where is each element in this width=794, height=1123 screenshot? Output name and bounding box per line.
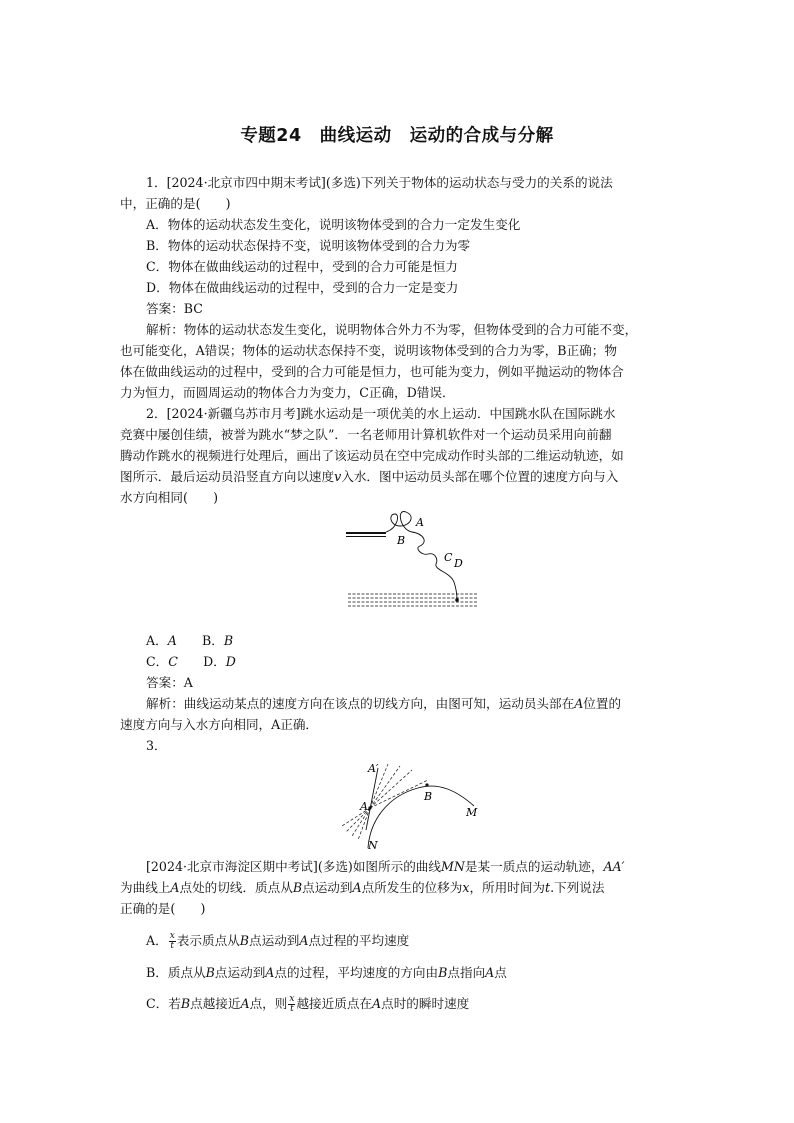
q3-option-b-part1: 点的过程，平均速度的方向由 [274,965,439,980]
q3-stem2-t: t [545,880,551,895]
q3-option-a-b: B [239,933,250,948]
page-title: 专题24 曲线运动 运动的合成与分解 [240,126,554,146]
q3-option-b-part3: 点 [494,965,507,980]
q3-stem2-a1: A [170,880,180,895]
fraction-denominator: t [170,941,175,951]
fraction-x-over-t-2 [288,995,295,1014]
q1-option-b: B．物体的运动状态保持不变，说明该物体受到的合力为零 [146,238,471,253]
q3-option-c-mid1: 点越接近 [190,996,241,1011]
q1-stem-line2: 中，正确的是( ) [120,196,231,211]
figure-label-a: A [416,516,424,529]
q2-analysis-a: A [574,696,584,711]
q2-option-c-label: C． [146,654,169,669]
q3-stem2-b1: B [292,880,303,895]
q2-stem-line2: 竞赛中屡创佳绩，被誉为跳水“梦之队”．一名老师用计算机软件对一个运动员采用向前翻 [120,427,612,442]
tangent-curve-figure [338,760,488,850]
point-b [425,783,428,786]
q3-stem2-part5: ，所用时间为 [469,880,545,895]
q2-options-ab [146,630,676,651]
q3-option-b-a1: A [265,965,275,980]
q3-stem2-part1: 为曲线上 [120,880,171,895]
q3-option-b-mid: 点运动到 [214,965,266,980]
q1-analysis-line1: 解析：物体的运动状态发生变化，说明物体合外力不为零，但物体受到的合力可能不变， [146,322,638,337]
q1-answer: 答案：BC [146,301,203,316]
q2-answer: 答案：A [146,675,193,690]
q1-analysis-line3: 体在做曲线运动的过程中，受到的合力可能是恒力，也可能为变力，例如平抛运动的物体合 [120,364,624,379]
q3-stem2-x: x [462,880,470,895]
figure-label-a-prime: A′ [368,762,379,775]
q2-option-b-value: B [223,633,234,648]
q1-option-a: A．物体的运动状态发生变化，说明该物体受到的合力一定发生变化 [146,217,521,232]
q2-stem-line3: 腾动作跳水的视频进行处理后，画出了该运动员在空中完成动作时头部的二维运动轨迹，如 [120,448,624,463]
q3-option-a-part2: 点运动到 [249,933,300,948]
q2-stem-line4 [120,466,650,487]
figure-label-c: C [444,551,453,564]
figure-label-m: M [466,806,478,819]
q1-option-c: C．物体在做曲线运动的过程中，受到的合力可能是恒力 [146,259,458,274]
q3-stem-line1 [146,856,676,877]
q1-analysis-line4: 力为恒力，而圆周运动的物体合力为变力，C正确，D错误． [120,385,455,400]
diving-board [346,532,386,537]
q3-option-b-b2: B [438,965,448,980]
q3-option-c-mid2: 点，则 [249,996,288,1011]
q1-stem-line1: 1．[2024·北京市四中期末考试](多选)下列关于物体的运动状态与受力的关系的说法 [146,175,613,190]
q3-option-c-part2: 点时的瞬时速度 [381,996,470,1011]
q3-option-b-a2: A [485,965,495,980]
q2-stem-line1: 2．[2024·新疆乌苏市月考]跳水运动是一项优美的水上运动．中国跳水队在国际跳水 [146,406,616,421]
q3-stem2-part6: .下列说法 [550,880,605,895]
figure-label-a: A [360,800,368,813]
fraction-numerator-2: x [289,994,295,1004]
q3-stem2-part4: 点所发生的位移为 [361,880,463,895]
q3-option-c-pre: C．若 [146,996,181,1011]
q2-analysis-part1: 解析：曲线运动某点的速度方向在该点的切线方向，由图可知，运动员头部在 [146,696,575,711]
fraction-numerator: x [169,931,175,941]
q3-option-a-part3: 点过程的平均速度 [308,933,410,948]
point-a [368,806,371,809]
q3-stem-line3: 正确的是( ) [120,901,206,916]
q2-option-a-value: A [167,633,177,648]
q3-option-a [146,930,676,951]
q3-option-a-a: A [299,933,309,948]
q2-stem-line4-part1: 图所示．最后运动员沿竖直方向以速度 [120,469,335,484]
q2-stem-line5: 水方向相同( ) [120,490,218,505]
secant-lines [342,764,428,840]
q2-analysis-line2: 速度方向与入水方向相同，A正确． [120,717,319,732]
q3-option-b-part2: 点指向 [447,965,486,980]
q2-option-d-label: D． [203,654,226,669]
q2-option-d-value: D [225,654,236,669]
q3-stem-aa: AA′ [603,859,625,874]
q2-analysis-part2: 位置的 [583,696,622,711]
q3-option-a-pre: A． [146,933,168,948]
fraction-x-over-t [169,932,176,951]
q2-stem-v: v [334,469,342,484]
q3-stem2-part2: 点处的切线．质点从 [179,880,293,895]
q3-option-c [146,993,676,1014]
q3-number: 3． [146,738,167,753]
q3-option-c-a2: A [372,996,382,1011]
q1-option-d: D．物体在做曲线运动的过程中，受到的合力一定是变力 [146,280,459,295]
q3-stem2-a2: A [352,880,362,895]
q3-option-c-part1: 越接近质点在 [296,996,372,1011]
diving-trajectory-figure [340,508,480,608]
q3-option-c-a1: A [240,996,250,1011]
q3-stem-part1: [2024·北京市海淀区期中考试](多选)如图所示的曲线 [146,859,441,874]
q3-option-c-b: B [180,996,191,1011]
q3-stem-line2 [120,877,650,898]
q3-option-a-part1: 表示质点从 [176,933,240,948]
q2-option-c-value: C [168,654,178,669]
q2-analysis-line1 [146,693,676,714]
q3-option-b-pre: B．质点从 [146,965,206,980]
q3-stem2-part3: 点运动到 [302,880,353,895]
q3-option-b [146,962,676,983]
q3-stem-part2: 是某一质点的运动轨迹， [464,859,604,874]
fraction-denominator-2: t [290,1004,294,1014]
figure-label-b: B [397,534,406,547]
figure-label-n: N [368,839,378,850]
entry-point [455,598,459,602]
q2-option-b-label: B． [202,633,224,648]
curve-mn [368,786,474,848]
figure-label-d: D [454,557,463,570]
q2-options-cd [146,651,676,672]
q2-stem-line4-part2: 入水．图中运动员头部在哪个位置的速度方向与入 [341,469,619,484]
figure-label-b: B [424,790,433,803]
q3-stem-mn: MN [441,859,465,874]
q1-analysis-line2: 也可能变化，A错误；物体的运动状态保持不变，说明该物体受到的合力为零，B正确；物 [120,343,617,358]
q3-option-b-b1: B [205,965,215,980]
q2-option-a-label: A． [146,633,168,648]
